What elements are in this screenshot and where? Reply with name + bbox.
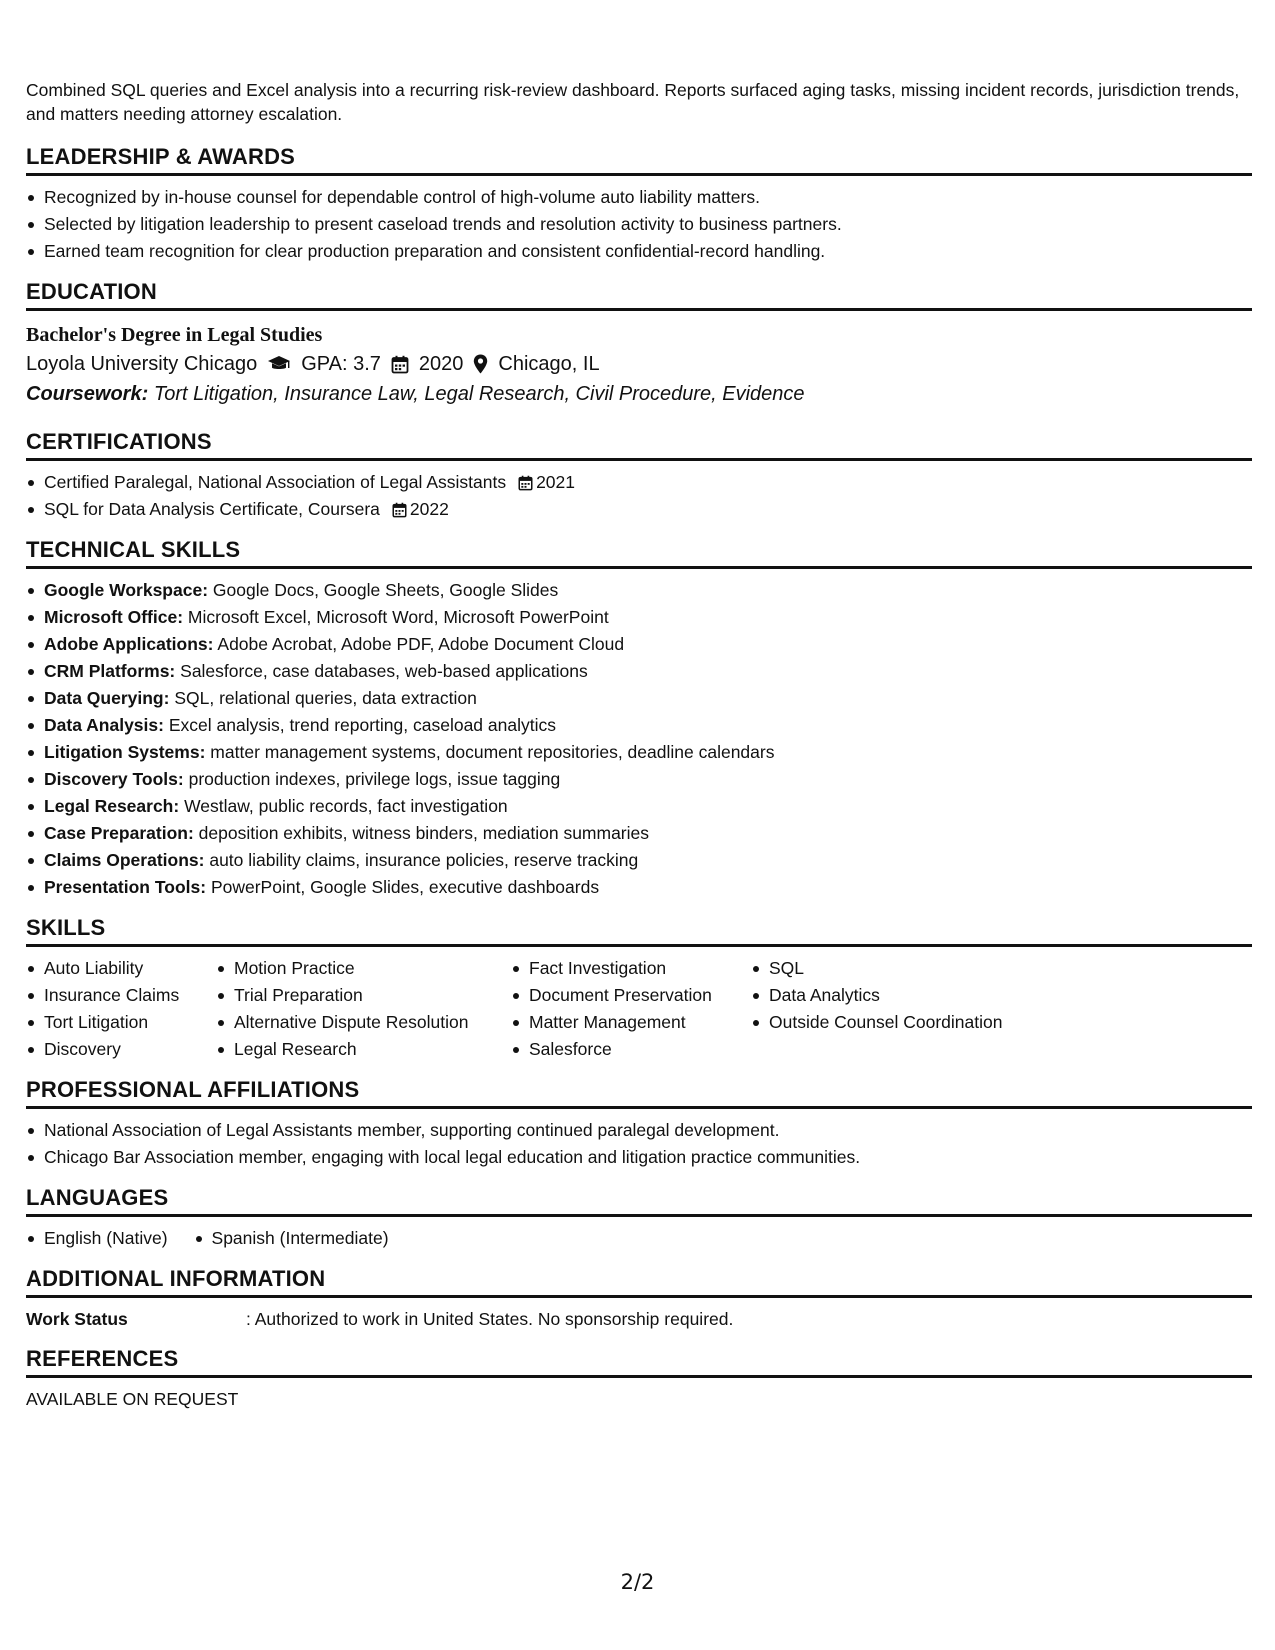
skills-column — [216, 955, 511, 1063]
calendar-icon — [392, 502, 407, 518]
list-item — [26, 766, 1252, 793]
references-text: AVAILABLE ON REQUEST — [26, 1389, 239, 1409]
skill-values: Microsoft Excel, Microsoft Word, Microsoft PowerPoint — [187, 607, 609, 627]
list-item — [26, 604, 1252, 631]
section-education — [26, 279, 1252, 409]
skill-category: Case Preparation: — [44, 823, 194, 843]
affiliations-list — [26, 1117, 1252, 1171]
work-status-label: Work Status — [26, 1309, 128, 1329]
skill-values: matter management systems, document repositories, deadline calendars — [210, 742, 775, 762]
section-technical-skills — [26, 537, 1252, 901]
coursework-label: Coursework: — [26, 383, 149, 405]
section-affiliations — [26, 1077, 1252, 1171]
section-leadership — [26, 144, 1252, 265]
list-item — [26, 469, 1252, 496]
list-item: Insurance Claims — [26, 982, 216, 1009]
list-item: Alternative Dispute Resolution — [216, 1009, 511, 1036]
graduation-cap-icon — [267, 355, 291, 373]
skills-column — [751, 955, 1051, 1063]
skill-category: Presentation Tools: — [44, 877, 207, 897]
list-item: English (Native) — [26, 1225, 168, 1252]
work-status-value: : Authorized to work in United States. No sponsorship required. — [246, 1309, 734, 1329]
page-number: 2/2 — [620, 1570, 655, 1594]
skills-column — [26, 955, 216, 1063]
list-item: Outside Counsel Coordination — [751, 1009, 1051, 1036]
leadership-list — [26, 184, 1252, 265]
section-references — [26, 1346, 1252, 1412]
list-item — [26, 793, 1252, 820]
list-item — [26, 685, 1252, 712]
list-item: Trial Preparation — [216, 982, 511, 1009]
section-languages — [26, 1185, 1252, 1252]
work-status-row — [26, 1306, 1252, 1332]
list-item: Legal Research — [216, 1036, 511, 1063]
certifications-list — [26, 469, 1252, 523]
coursework-list: Tort Litigation, Insurance Law, Legal Research, Civil Procedure, Evidence — [153, 383, 805, 405]
list-item: Tort Litigation — [26, 1009, 216, 1036]
list-item: Earned team recognition for clear production preparation and consistent confidential-record handling. — [26, 238, 1252, 265]
list-item — [26, 847, 1252, 874]
calendar-icon — [518, 475, 533, 491]
section-additional-information — [26, 1266, 1252, 1332]
list-item — [26, 874, 1252, 901]
skill-values: Google Docs, Google Sheets, Google Slides — [212, 580, 559, 600]
section-title: SKILLS — [26, 915, 1252, 947]
list-item: Matter Management — [511, 1009, 751, 1036]
skill-category: Google Workspace: — [44, 580, 209, 600]
skill-values: Westlaw, public records, fact investigation — [184, 796, 508, 816]
skill-category: Litigation Systems: — [44, 742, 206, 762]
section-title: EDUCATION — [26, 279, 1252, 311]
section-title: REFERENCES — [26, 1346, 1252, 1378]
resume-page — [26, 78, 1252, 1426]
skill-category: Claims Operations: — [44, 850, 205, 870]
list-item: Discovery — [26, 1036, 216, 1063]
list-item — [26, 496, 1252, 523]
list-item — [26, 631, 1252, 658]
list-item — [26, 820, 1252, 847]
graduation-year: 2020 — [418, 353, 464, 375]
experience-continuation-text: Combined SQL queries and Excel analysis into a recurring risk-review dashboard. Reports surfaced aging tasks, missing incident records, jurisdiction trends, and matters needing attorney escalation. — [26, 80, 1240, 124]
skill-category: Microsoft Office: — [44, 607, 184, 627]
list-item: Data Analytics — [751, 982, 1051, 1009]
certification-year: 2022 — [409, 499, 449, 519]
skill-values: deposition exhibits, witness binders, mediation summaries — [198, 823, 650, 843]
school-location: Chicago, IL — [498, 353, 600, 375]
skills-column — [511, 955, 751, 1063]
list-item: Salesforce — [511, 1036, 751, 1063]
certification-year: 2021 — [536, 472, 576, 492]
list-item — [26, 739, 1252, 766]
list-item: Motion Practice — [216, 955, 511, 982]
skill-values: Adobe Acrobat, Adobe PDF, Adobe Document Cloud — [217, 634, 625, 654]
section-certifications — [26, 429, 1252, 523]
section-title: LEADERSHIP & AWARDS — [26, 144, 1252, 176]
skills-grid — [26, 955, 1252, 1063]
skill-values: production indexes, privilege logs, issue tagging — [188, 769, 561, 789]
education-details — [26, 349, 1252, 379]
list-item: Fact Investigation — [511, 955, 751, 982]
section-skills — [26, 915, 1252, 1063]
skill-category: Data Analysis: — [44, 715, 164, 735]
list-item — [26, 658, 1252, 685]
list-item: Recognized by in-house counsel for dependable control of high-volume auto liability matters. — [26, 184, 1252, 211]
skill-category: CRM Platforms: — [44, 661, 176, 681]
skill-values: Excel analysis, trend reporting, caseload analytics — [168, 715, 556, 735]
skill-category: Legal Research: — [44, 796, 180, 816]
school-name: Loyola University Chicago — [26, 353, 258, 375]
section-title: TECHNICAL SKILLS — [26, 537, 1252, 569]
skill-category: Discovery Tools: — [44, 769, 184, 789]
skill-values: SQL, relational queries, data extraction — [174, 688, 477, 708]
calendar-icon — [391, 355, 409, 374]
list-item: SQL — [751, 955, 1051, 982]
list-item — [26, 712, 1252, 739]
coursework — [26, 379, 1252, 409]
skill-values: auto liability claims, insurance policies, reserve tracking — [209, 850, 639, 870]
map-pin-icon — [473, 354, 488, 374]
languages-list — [26, 1225, 1252, 1252]
section-title: LANGUAGES — [26, 1185, 1252, 1217]
skill-category: Adobe Applications: — [44, 634, 214, 654]
gpa: GPA: 3.7 — [301, 353, 381, 375]
technical-skills-list — [26, 577, 1252, 901]
certification-name: Certified Paralegal, National Association of Legal Assistants — [44, 472, 507, 492]
skill-values: Salesforce, case databases, web-based applications — [180, 661, 588, 681]
section-title: ADDITIONAL INFORMATION — [26, 1266, 1252, 1298]
list-item: National Association of Legal Assistants member, supporting continued paralegal development. — [26, 1117, 1252, 1144]
skill-category: Data Querying: — [44, 688, 170, 708]
section-title: PROFESSIONAL AFFILIATIONS — [26, 1077, 1252, 1109]
list-item: Spanish (Intermediate) — [194, 1225, 389, 1252]
list-item: Document Preservation — [511, 982, 751, 1009]
list-item: Selected by litigation leadership to present caseload trends and resolution activity to business partners. — [26, 211, 1252, 238]
skill-values: PowerPoint, Google Slides, executive dashboards — [210, 877, 600, 897]
degree-title: Bachelor's Degree in Legal Studies — [26, 324, 323, 346]
list-item: Auto Liability — [26, 955, 216, 982]
certification-name: SQL for Data Analysis Certificate, Coursera — [44, 499, 380, 519]
section-title: CERTIFICATIONS — [26, 429, 1252, 461]
list-item: Chicago Bar Association member, engaging with local legal education and litigation practice communities. — [26, 1144, 1252, 1171]
list-item — [26, 577, 1252, 604]
